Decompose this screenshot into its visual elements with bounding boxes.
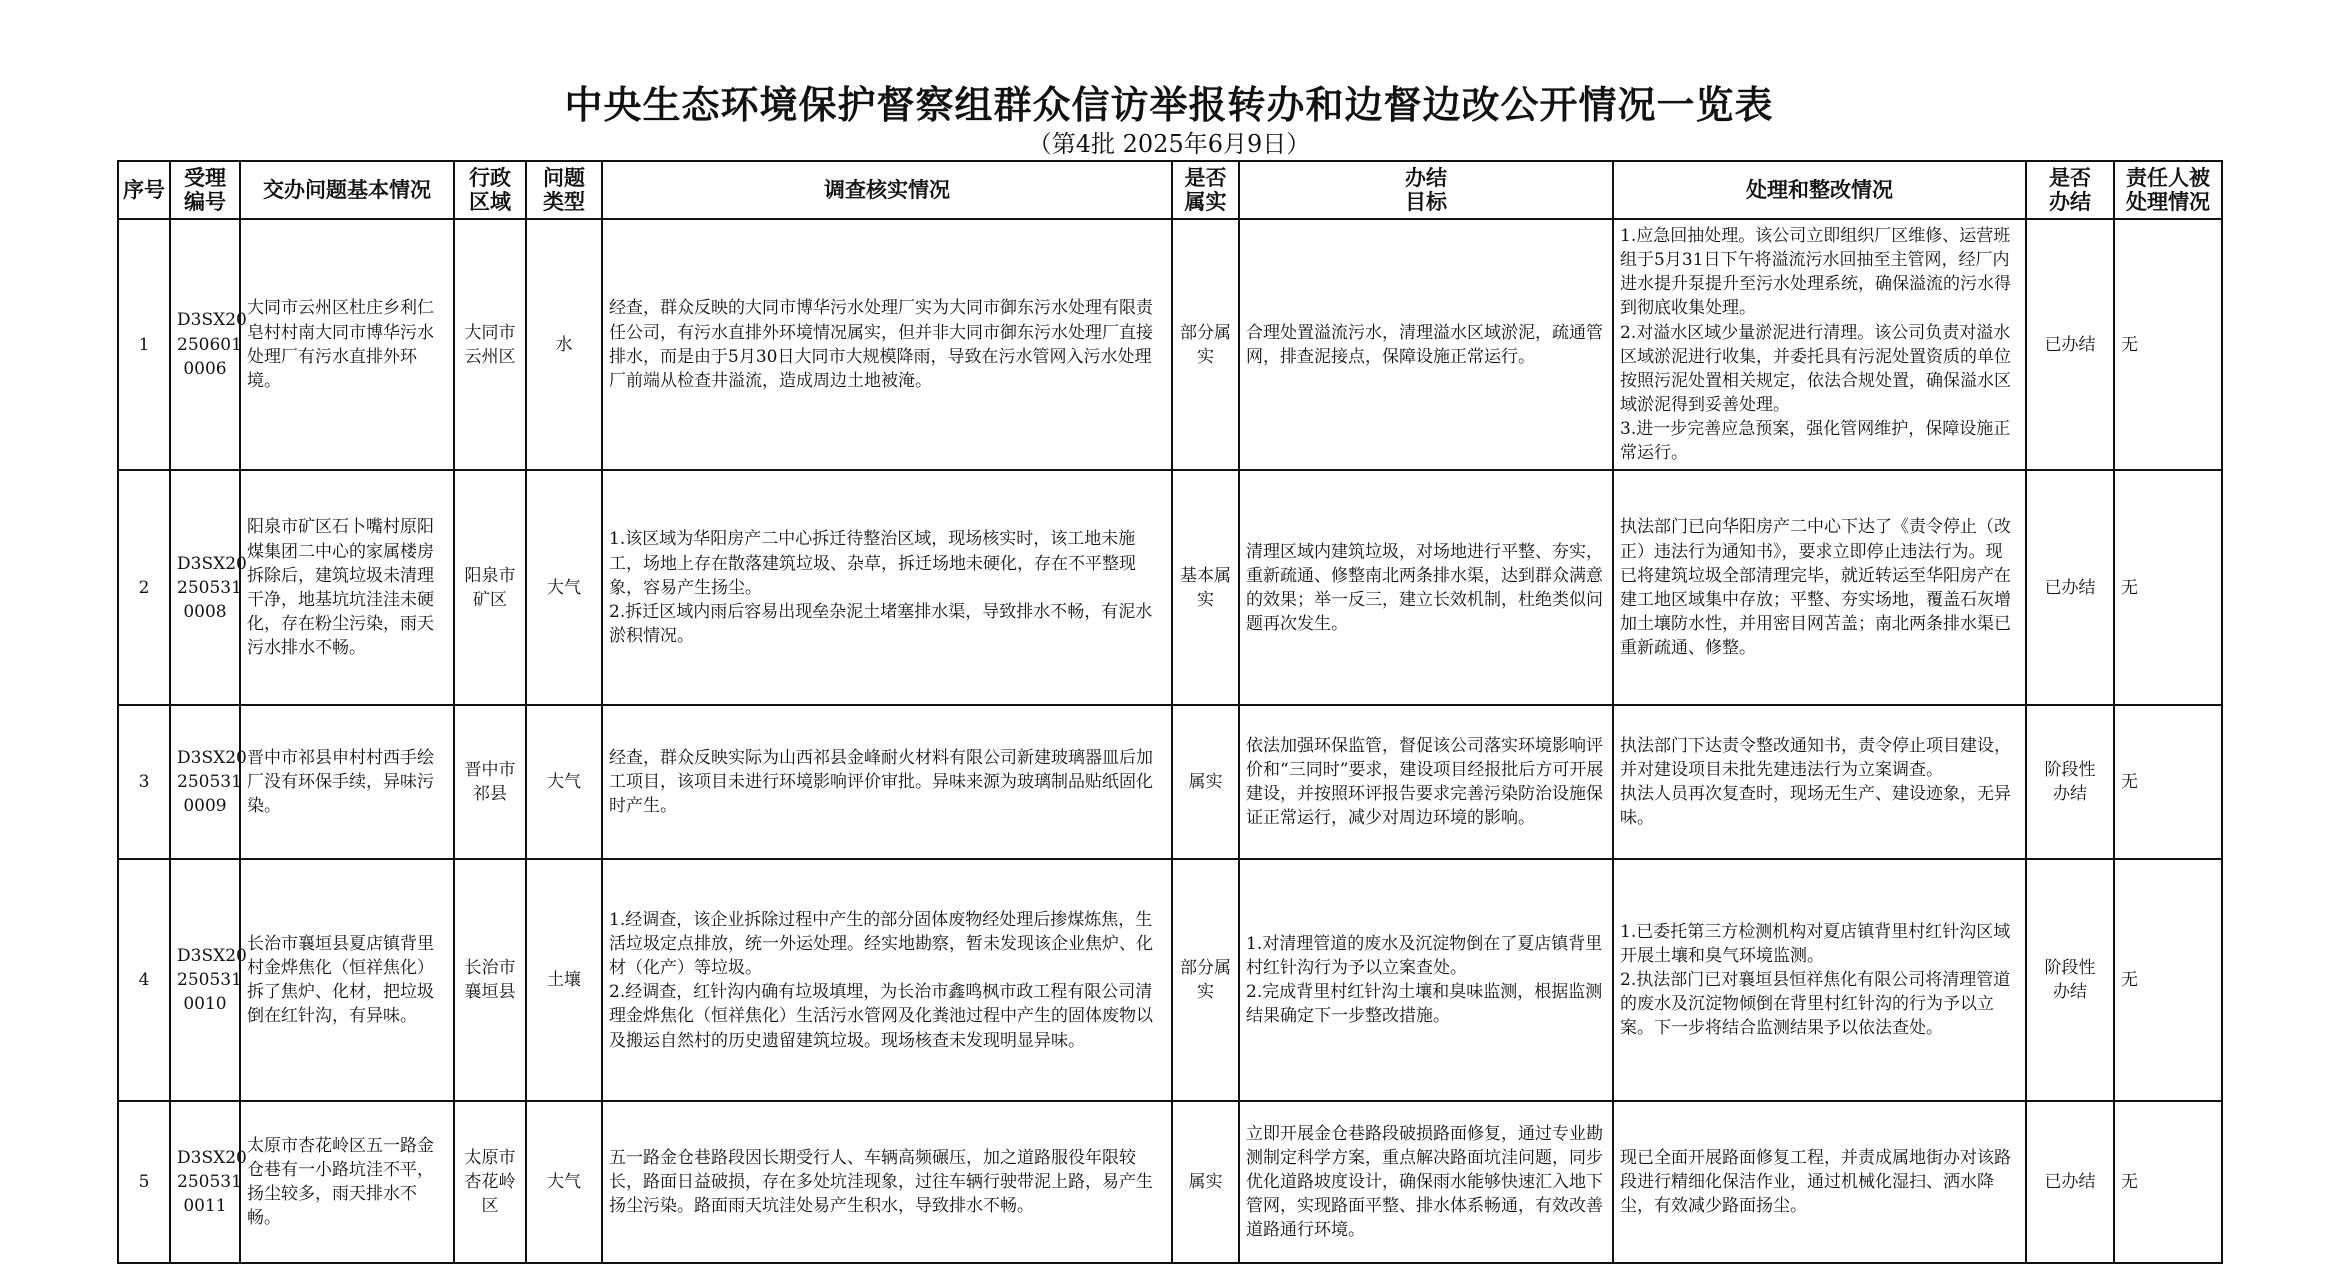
cell-type: 水 bbox=[526, 219, 602, 470]
cell-type: 大气 bbox=[526, 470, 602, 705]
cell-goal: 合理处置溢流污水，清理溢水区域淤泥，疏通管网，排查泥接点，保障设施正常运行。 bbox=[1239, 219, 1613, 470]
cell-region: 大同市 云州区 bbox=[454, 219, 526, 470]
cell-no: 5 bbox=[118, 1101, 170, 1263]
cell-done: 阶段性 办结 bbox=[2026, 705, 2114, 859]
cell-id: D3SX20 250531 0011 bbox=[170, 1101, 240, 1263]
cell-type: 大气 bbox=[526, 1101, 602, 1263]
cell-issue: 晋中市祁县申村村西手绘厂没有环保手续，异味污染。 bbox=[240, 705, 454, 859]
header-type: 问题 类型 bbox=[526, 161, 602, 219]
page-subtitle: （第4批 2025年6月9日） bbox=[1027, 130, 1311, 158]
cell-responsible: 无 bbox=[2114, 859, 2222, 1101]
cell-id: D3SX20 250601 0006 bbox=[170, 219, 240, 470]
cell-responsible: 无 bbox=[2114, 1101, 2222, 1263]
cell-issue: 大同市云州区杜庄乡利仁皂村村南大同市博华污水处理厂有污水直排外环境。 bbox=[240, 219, 454, 470]
cell-issue: 太原市杏花岭区五一路金仓巷有一小路坑洼不平，扬尘较多，雨天排水不畅。 bbox=[240, 1101, 454, 1263]
cell-done: 已办结 bbox=[2026, 219, 2114, 470]
cell-handling: 执法部门下达责令整改通知书，责令停止项目建设，并对建设项目未批先建违法行为立案调查。 执法人员再次复查时，现场无生产、建设迹象，无异味。 bbox=[1613, 705, 2026, 859]
page-title: 中央生态环境保护督察组群众信访举报转办和边督边改公开情况一览表 bbox=[564, 82, 1774, 127]
cell-id: D3SX20 250531 0010 bbox=[170, 859, 240, 1101]
header-issue: 交办问题基本情况 bbox=[240, 161, 454, 219]
cell-goal: 1.对清理管道的废水及沉淀物倒在了夏店镇背里村红针沟行为予以立案查处。 2.完成背里村红针沟土壤和臭味监测，根据监测结果确定下一步整改措施。 bbox=[1239, 859, 1613, 1101]
header-id: 受理 编号 bbox=[170, 161, 240, 219]
cell-responsible: 无 bbox=[2114, 705, 2222, 859]
header-goal: 办结 目标 bbox=[1239, 161, 1613, 219]
table-row bbox=[118, 1101, 2222, 1263]
cell-goal: 清理区域内建筑垃圾，对场地进行平整、夯实，重新疏通、修整南北两条排水渠，达到群众满意的效果；举一反三，建立长效机制，杜绝类似问题再次发生。 bbox=[1239, 470, 1613, 705]
table-row bbox=[118, 470, 2222, 705]
cell-issue: 长治市襄垣县夏店镇背里村金烨焦化（恒祥焦化）拆了焦炉、化材，把垃圾倒在红针沟，有异味。 bbox=[240, 859, 454, 1101]
table-row bbox=[118, 219, 2222, 470]
header-investigation: 调查核实情况 bbox=[602, 161, 1172, 219]
cell-handling: 1.应急回抽处理。该公司立即组织厂区维修、运营班组于5月31日下午将溢流污水回抽至主管网，经厂内进水提升泵提升至污水处理系统，确保溢流的污水得到彻底收集处理。 2.对溢水区域少量淤泥进行清理。该公司负责对溢水区域淤泥进行收集，并委托具有污泥处置资质的单位按照污泥处置相关规定，依法合规处置，确保溢水区域淤泥得到妥善处理。 3.进一步完善应急预案，强化管网维护，保障设施正常运行。 bbox=[1613, 219, 2026, 470]
table-header-row bbox=[118, 161, 2222, 219]
cell-done: 已办结 bbox=[2026, 1101, 2114, 1263]
report-table bbox=[117, 160, 2223, 1264]
cell-region: 晋中市 祁县 bbox=[454, 705, 526, 859]
cell-investigation: 经查，群众反映的大同市博华污水处理厂实为大同市御东污水处理有限责任公司，有污水直排外环境情况属实，但并非大同市御东污水处理厂直接排水，而是由于5月30日大同市大规模降雨，导致在污水管网入污水处理厂前端从检查井溢流，造成周边土地被淹。 bbox=[602, 219, 1172, 470]
table-row bbox=[118, 859, 2222, 1101]
cell-issue: 阳泉市矿区石卜嘴村原阳煤集团二中心的家属楼房拆除后，建筑垃圾未清理干净，地基坑坑洼洼未硬化，存在粉尘污染，雨天污水排水不畅。 bbox=[240, 470, 454, 705]
cell-no: 1 bbox=[118, 219, 170, 470]
cell-true: 基本属 实 bbox=[1172, 470, 1239, 705]
table-row bbox=[118, 705, 2222, 859]
cell-true: 属实 bbox=[1172, 705, 1239, 859]
cell-no: 4 bbox=[118, 859, 170, 1101]
cell-investigation: 五一路金仓巷路段因长期受行人、车辆高频碾压，加之道路服役年限较长，路面日益破损，存在多处坑洼现象，过往车辆行驶带泥上路，易产生扬尘污染。路面雨天坑洼处易产生积水，导致排水不畅。 bbox=[602, 1101, 1172, 1263]
header-no: 序号 bbox=[118, 161, 170, 219]
header-done: 是否 办结 bbox=[2026, 161, 2114, 219]
cell-handling: 现已全面开展路面修复工程，并责成属地街办对该路段进行精细化保洁作业，通过机械化湿扫、洒水降尘，有效减少路面扬尘。 bbox=[1613, 1101, 2026, 1263]
cell-responsible: 无 bbox=[2114, 219, 2222, 470]
cell-true: 部分属 实 bbox=[1172, 219, 1239, 470]
header-true: 是否 属实 bbox=[1172, 161, 1239, 219]
cell-id: D3SX20 250531 0008 bbox=[170, 470, 240, 705]
cell-region: 阳泉市 矿区 bbox=[454, 470, 526, 705]
cell-done: 阶段性 办结 bbox=[2026, 859, 2114, 1101]
cell-no: 3 bbox=[118, 705, 170, 859]
cell-handling: 执法部门已向华阳房产二中心下达了《责令停止（改正）违法行为通知书》，要求立即停止违法行为。现已将建筑垃圾全部清理完毕，就近转运至华阳房产在建工地区域集中存放；平整、夯实场地，覆盖石灰增加土壤防水性，并用密目网苫盖；南北两条排水渠已重新疏通、修整。 bbox=[1613, 470, 2026, 705]
cell-responsible: 无 bbox=[2114, 470, 2222, 705]
cell-investigation: 1.经调查，该企业拆除过程中产生的部分固体废物经处理后掺煤炼焦，生活垃圾定点排放，统一外运处理。经实地勘察，暂未发现该企业焦炉、化材（化产）等垃圾。 2.经调查，红针沟内确有垃圾填埋，为长治市鑫鸣枫市政工程有限公司清理金烨焦化（恒祥焦化）生活污水管网及化粪池过程中产生的固体废物以及搬运自然村的历史遗留建筑垃圾。现场核查未发现明显异味。 bbox=[602, 859, 1172, 1101]
cell-investigation: 1.该区域为华阳房产二中心拆迁待整治区域，现场核实时，该工地未施工，场地上存在散落建筑垃圾、杂草，拆迁场地未硬化，存在不平整现象，容易产生扬尘。 2.拆迁区域内雨后容易出现垒杂泥土堵塞排水渠，导致排水不畅，有泥水淤积情况。 bbox=[602, 470, 1172, 705]
cell-goal: 依法加强环保监管，督促该公司落实环境影响评价和“三同时”要求，建设项目经报批后方可开展建设，并按照环评报告要求完善污染防治设施保证正常运行，减少对周边环境的影响。 bbox=[1239, 705, 1613, 859]
cell-type: 大气 bbox=[526, 705, 602, 859]
cell-id: D3SX20 250531 0009 bbox=[170, 705, 240, 859]
cell-done: 已办结 bbox=[2026, 470, 2114, 705]
cell-handling: 1.已委托第三方检测机构对夏店镇背里村红针沟区域开展土壤和臭气环境监测。 2.执法部门已对襄垣县恒祥焦化有限公司将清理管道的废水及沉淀物倾倒在背里村红针沟的行为予以立案。下一步将结合监测结果予以依法查处。 bbox=[1613, 859, 2026, 1101]
header-responsible: 责任人被 处理情况 bbox=[2114, 161, 2222, 219]
cell-true: 部分属 实 bbox=[1172, 859, 1239, 1101]
cell-region: 太原市 杏花岭 区 bbox=[454, 1101, 526, 1263]
cell-goal: 立即开展金仓巷路段破损路面修复，通过专业勘测制定科学方案，重点解决路面坑洼问题，同步优化道路坡度设计，确保雨水能够快速汇入地下管网，实现路面平整、排水体系畅通，有效改善道路通行环境。 bbox=[1239, 1101, 1613, 1263]
cell-investigation: 经查，群众反映实际为山西祁县金峰耐火材料有限公司新建玻璃器皿后加工项目，该项目未进行环境影响评价审批。异味来源为玻璃制品贴纸固化时产生。 bbox=[602, 705, 1172, 859]
header-handling: 处理和整改情况 bbox=[1613, 161, 2026, 219]
cell-type: 土壤 bbox=[526, 859, 602, 1101]
header-region: 行政 区域 bbox=[454, 161, 526, 219]
cell-region: 长治市 襄垣县 bbox=[454, 859, 526, 1101]
cell-true: 属实 bbox=[1172, 1101, 1239, 1263]
cell-no: 2 bbox=[118, 470, 170, 705]
